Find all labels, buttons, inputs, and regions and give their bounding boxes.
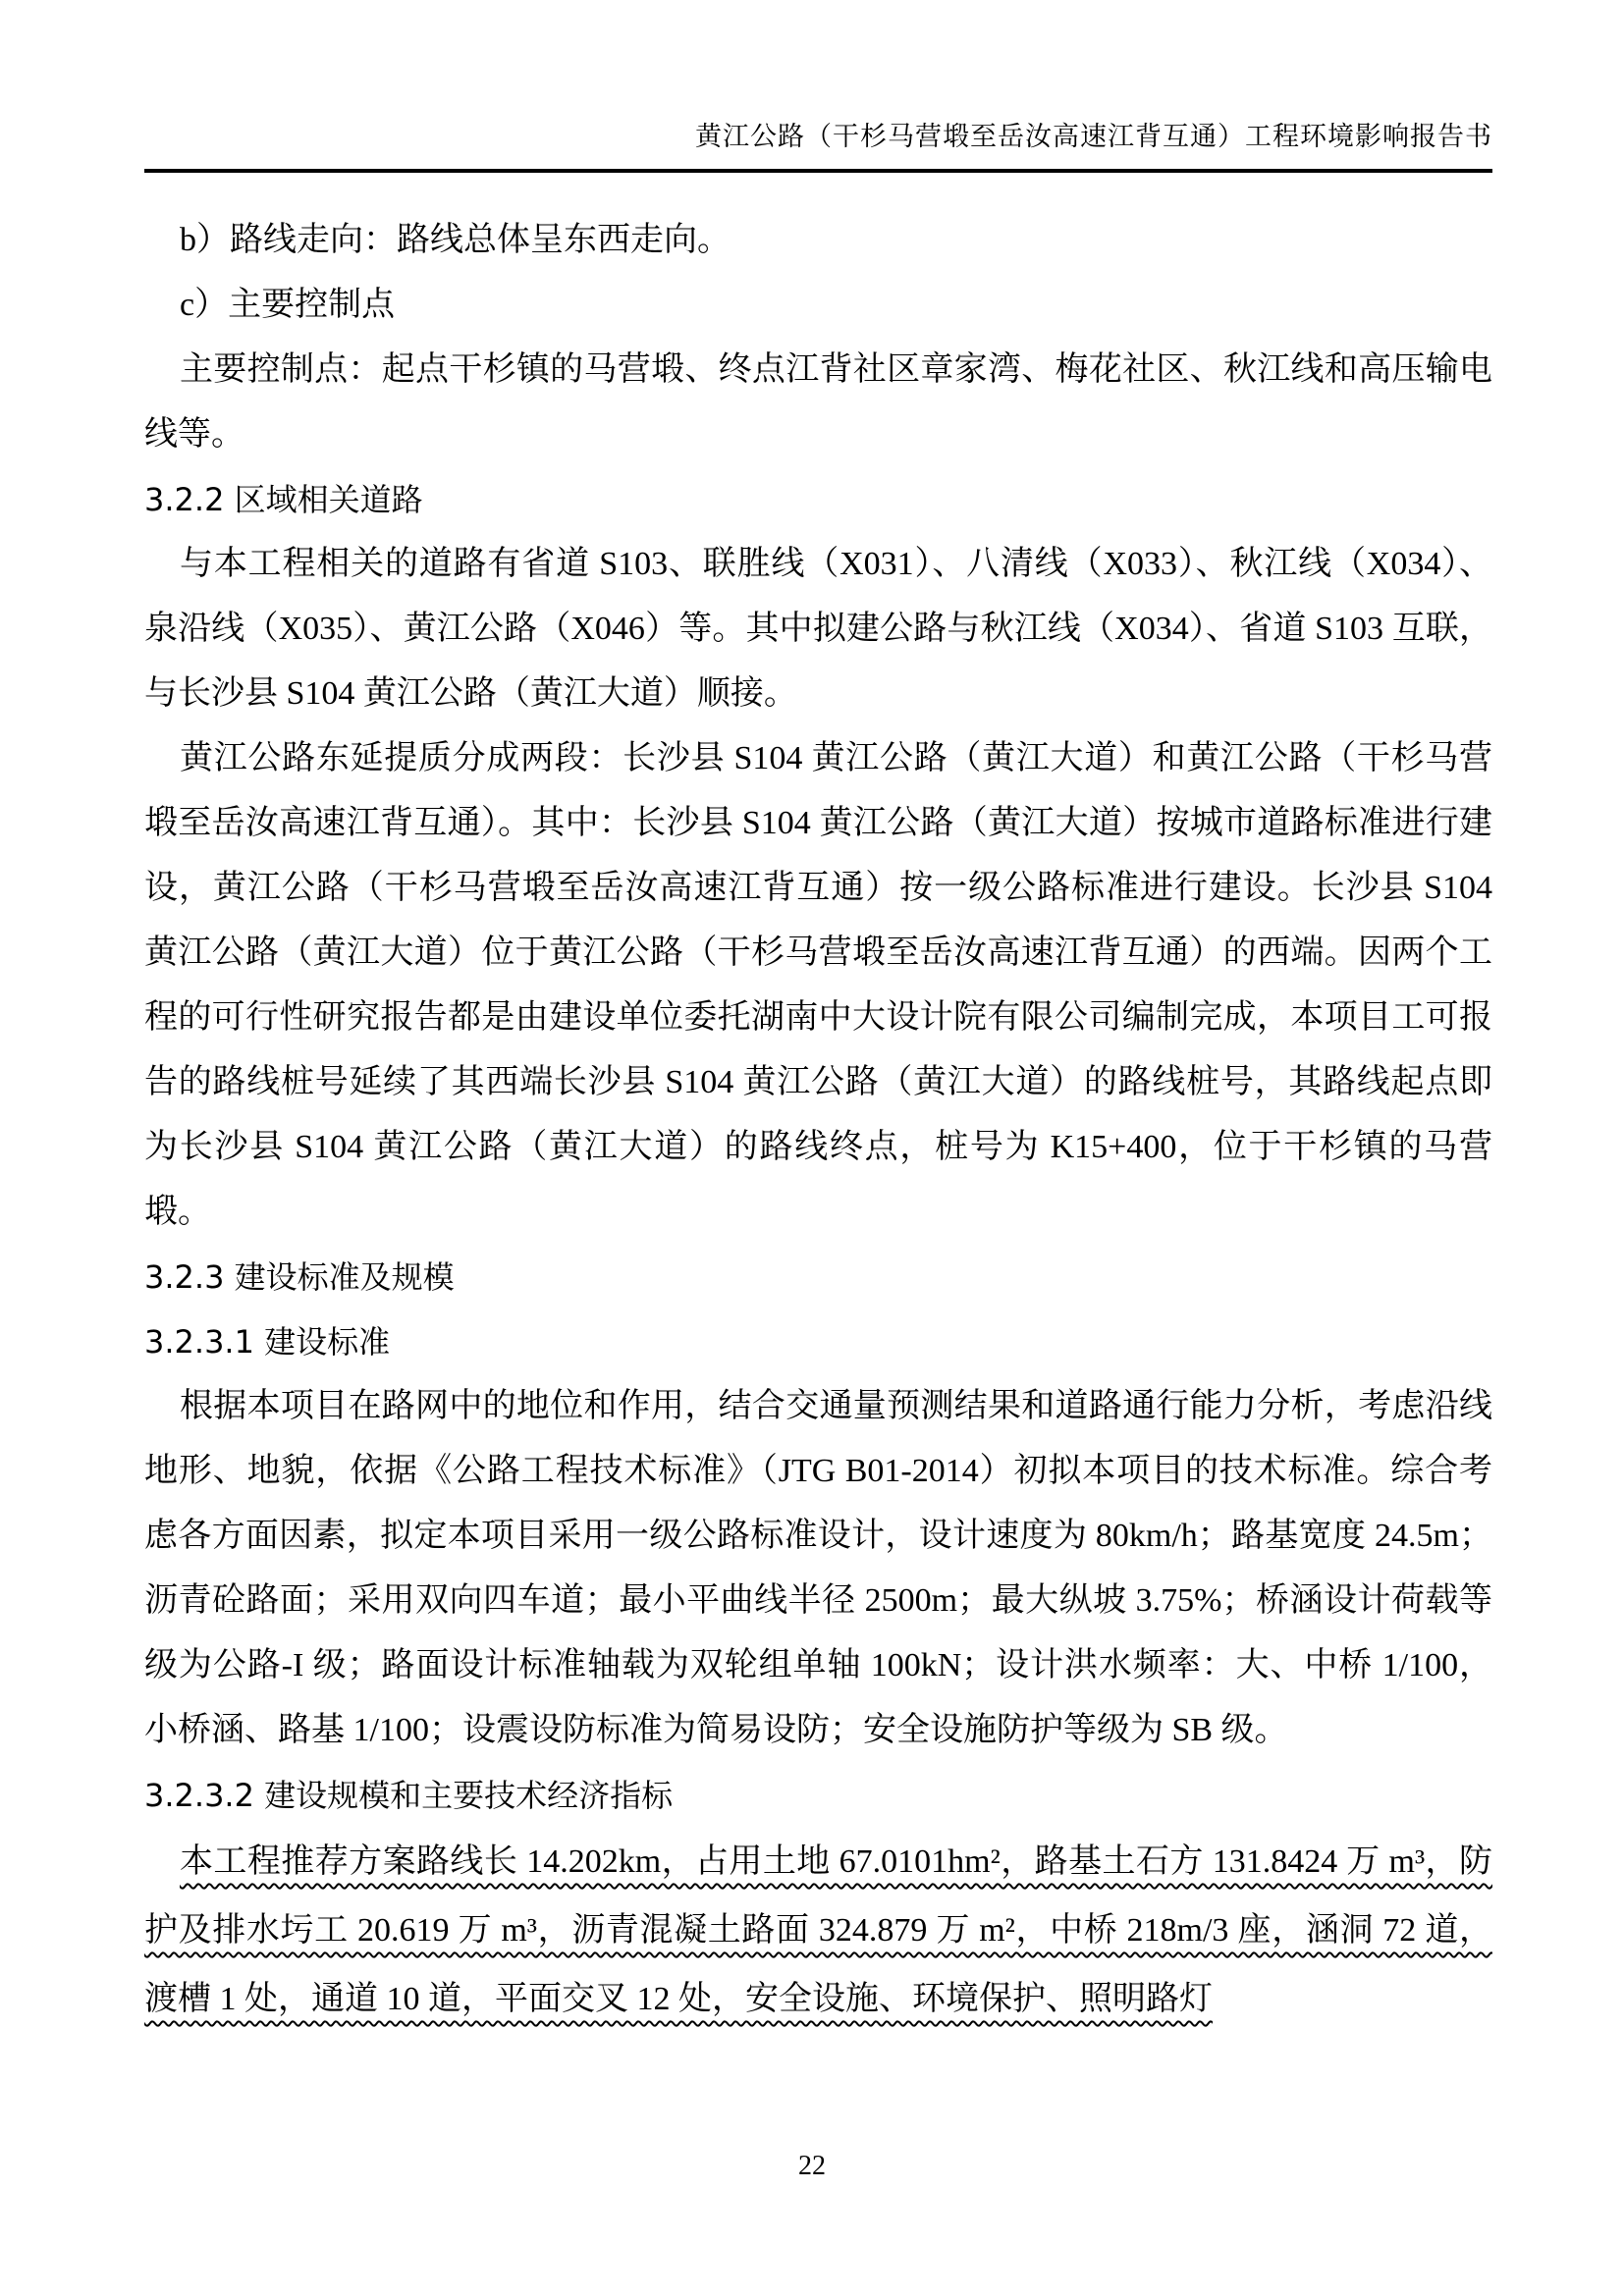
header-divider-rule — [144, 169, 1492, 173]
list-item-route-direction: b）路线走向：路线总体呈东西走向。 — [180, 222, 731, 258]
list-item-main-control-points: c）主要控制点 — [180, 287, 396, 323]
section-heading-3-2-3-1: 3.2.3.1 建设标准 — [144, 1323, 391, 1361]
page-number: 22 — [798, 2151, 826, 2181]
paragraph-project-scale-underlined: 本工程推荐方案路线长 14.202km，占用土地 67.0101hm²，路基土石方 131.8424 万 m³，防护及排水圬工 20.619 万 m³，沥青混凝土路面 324.879 万 m²，中桥 218m/3 座，涵洞 72 道，渡槽 1 处，通道 10 道，平面交叉 12 处，安全设施、环境保护、照明路灯 — [144, 1843, 1492, 2017]
paragraph-construction-standards: 根据本项目在路网中的地位和作用，结合交通量预测结果和道路通行能力分析，考虑沿线地形、地貌，依据《公路工程技术标准》（JTG B01-2014）初拟本项目的技术标准。综合考虑各方面因素，拟定本项目采用一级公路标准设计，设计速度为 80km/h；路基宽度 24.5m；沥青砼路面；采用双向四车道；最小平曲线半径 2500m；最大纵坡 3.75%；桥涵设计荷载等级为公路-I 级；路面设计标准轴载为双轮组单轴 100kN；设计洪水频率：大、中桥 1/100，小桥涵、路基 1/100；设震设防标准为简易设防；安全设施防护等级为 SB 级。 — [144, 1388, 1492, 1748]
section-heading-3-2-3: 3.2.3 建设标准及规模 — [144, 1258, 455, 1296]
page-header-title: 黄江公路（干杉马营塅至岳汝高速江背互通）工程环境影响报告书 — [695, 122, 1492, 151]
document-body — [144, 208, 1492, 2034]
section-heading-3-2-3-2: 3.2.3.2 建设规模和主要技术经济指标 — [144, 1777, 674, 1814]
paragraph-related-roads: 与本工程相关的道路有省道 S103、联胜线（X031）、八清线（X033）、秋江线（X034）、泉沿线（X035）、黄江公路（X046）等。其中拟建公路与秋江线（X034）、省道 S103 互联，与长沙县 S104 黄江公路（黄江大道）顺接。 — [144, 546, 1492, 712]
section-heading-3-2-2: 3.2.2 区域相关道路 — [144, 481, 423, 518]
paragraph-control-points: 主要控制点：起点干杉镇的马营塅、终点江背社区章家湾、梅花社区、秋江线和高压输电线等。 — [144, 351, 1492, 453]
paragraph-road-segments: 黄江公路东延提质分成两段：长沙县 S104 黄江公路（黄江大道）和黄江公路（干杉马营塅至岳汝高速江背互通）。其中：长沙县 S104 黄江公路（黄江大道）按城市道路标准进行建设，黄江公路（干杉马营塅至岳汝高速江背互通）按一级公路标准进行建设。长沙县 S104 黄江公路（黄江大道）位于黄江公路（干杉马营塅至岳汝高速江背互通）的西端。因两个工程的可行性研究报告都是由建设单位委托湖南中大设计院有限公司编制完成，本项目工可报告的路线桩号延续了其西端长沙县 S104 黄江公路（黄江大道）的路线桩号，其路线起点即为长沙县 S104 黄江公路（黄江大道）的路线终点，桩号为 K15+400，位于干杉镇的马营塅。 — [144, 740, 1493, 1230]
